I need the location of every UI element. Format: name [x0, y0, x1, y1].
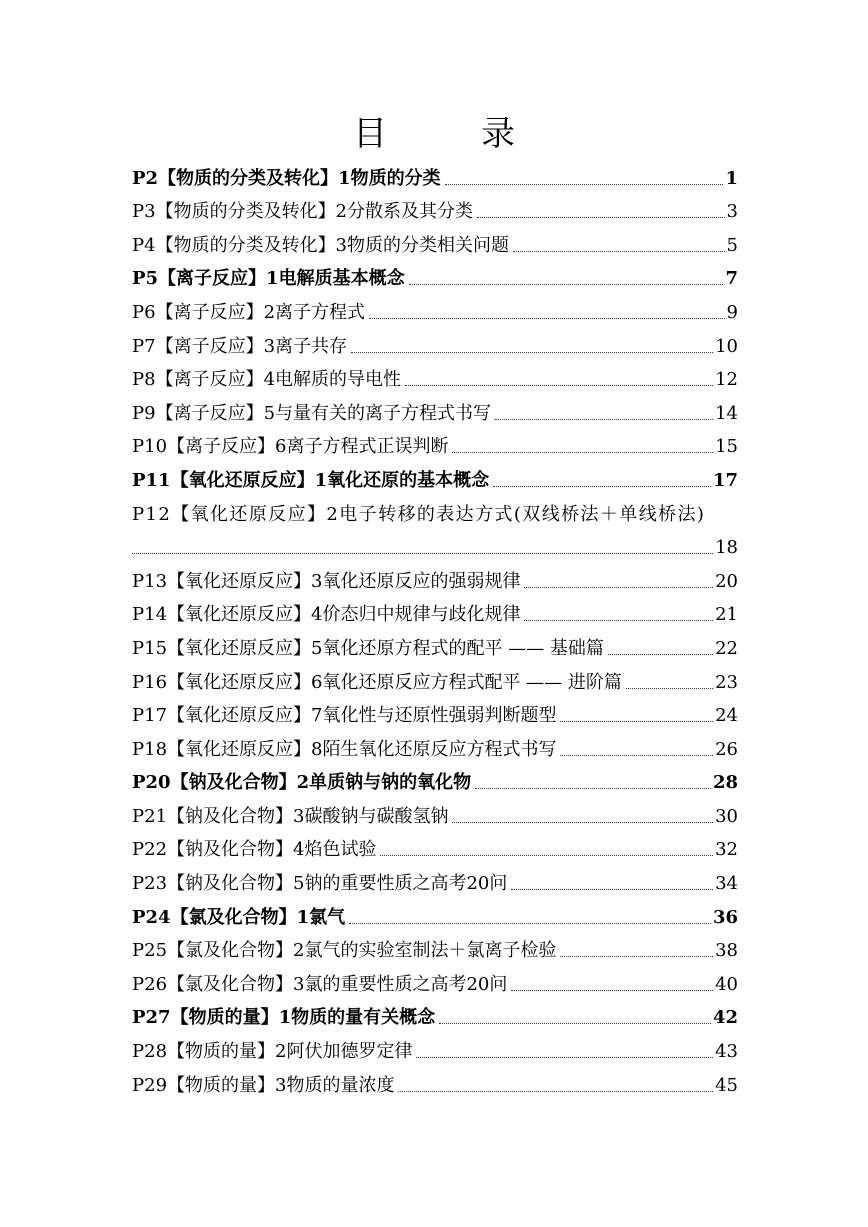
- toc-entry[interactable]: [132, 459, 738, 493]
- toc-entry[interactable]: [132, 930, 738, 964]
- dot-leader: [626, 687, 713, 689]
- toc-entry-page: 30: [715, 805, 738, 827]
- dot-leader: [493, 485, 711, 487]
- dot-leader: [524, 619, 713, 621]
- toc-entry[interactable]: [132, 862, 738, 896]
- dot-leader: [511, 888, 713, 890]
- toc-entry-text: P2【物质的分类及转化】1物质的分类: [132, 167, 441, 189]
- dot-leader: [513, 250, 725, 252]
- toc-entry[interactable]: [132, 695, 738, 729]
- toc-entry-page: 20: [715, 570, 738, 592]
- toc-entry-page: 10: [715, 335, 738, 357]
- toc-entry[interactable]: [132, 157, 738, 191]
- dot-leader: [380, 854, 713, 856]
- toc-entry-text: P4【物质的分类及转化】3物质的分类相关问题: [132, 234, 510, 256]
- toc-entry-page: 45: [715, 1074, 738, 1096]
- toc-entry-page: 15: [715, 436, 738, 458]
- toc-entry-page: 18: [715, 537, 738, 559]
- toc-entry[interactable]: [132, 594, 738, 628]
- dot-leader: [351, 351, 713, 353]
- toc-entry[interactable]: [132, 963, 738, 997]
- toc-entry-page: 38: [715, 940, 738, 962]
- toc-entry-page: 43: [715, 1041, 738, 1063]
- dot-leader: [524, 586, 713, 588]
- dot-leader: [495, 418, 713, 420]
- toc-entry-text: P28【物质的量】2阿伏加德罗定律: [132, 1041, 413, 1063]
- toc-entry-page: 9: [726, 301, 738, 323]
- toc-entry-text: P11【氧化还原反应】1氧化还原的基本概念: [132, 469, 490, 491]
- dot-leader: [405, 384, 713, 386]
- toc-entry[interactable]: [132, 191, 738, 225]
- toc-entry[interactable]: [132, 291, 738, 325]
- toc-entry[interactable]: [132, 325, 738, 359]
- toc-entry-page: 3: [726, 201, 738, 223]
- toc-entry-page: 32: [715, 839, 738, 861]
- toc-entry-text: P8【离子反应】4电解质的导电性: [132, 369, 402, 391]
- toc-entry-text: P24【氯及化合物】1氯气: [132, 906, 346, 928]
- toc-entry[interactable]: [132, 426, 738, 460]
- toc-entry[interactable]: [132, 359, 738, 393]
- toc-entry-page: 17: [712, 469, 738, 491]
- dot-leader: [560, 720, 713, 722]
- toc-entry-text: P15【氧化还原反应】5氧化还原方程式的配平 —— 基础篇: [132, 637, 604, 659]
- toc-entry-text: P13【氧化还原反应】3氧化还原反应的强弱规律: [132, 570, 521, 592]
- toc-entry-text: P22【钠及化合物】4焰色试验: [132, 839, 377, 861]
- toc-entry[interactable]: [132, 258, 738, 292]
- toc-entry-text: P16【氧化还原反应】6氧化还原反应方程式配平 —— 进阶篇: [132, 671, 622, 693]
- toc-entry-text: P26【氯及化合物】3氯的重要性质之高考20问: [132, 973, 508, 995]
- dot-leader: [398, 1090, 713, 1092]
- toc-entry-page: 14: [715, 402, 738, 424]
- toc-entry[interactable]: [132, 1064, 738, 1098]
- dot-leader: [369, 317, 725, 319]
- toc-entry-text: P9【离子反应】5与量有关的离子方程式书写: [132, 402, 492, 424]
- toc-entry[interactable]: [132, 896, 738, 930]
- toc-entry-page: 26: [715, 738, 738, 760]
- dot-leader: [560, 754, 713, 756]
- toc-entry-text: P14【氧化还原反应】4价态归中规律与歧化规律: [132, 604, 521, 626]
- toc-entry[interactable]: [132, 997, 738, 1031]
- dot-leader: [452, 451, 713, 453]
- toc-entry-page: 5: [726, 234, 738, 256]
- toc-entry-text: P23【钠及化合物】5钠的重要性质之高考20问: [132, 873, 508, 895]
- toc-entry[interactable]: [132, 560, 738, 594]
- toc-entry-page: 12: [715, 369, 738, 391]
- toc-entry-text: P29【物质的量】3物质的量浓度: [132, 1074, 395, 1096]
- dot-leader: [349, 922, 711, 924]
- toc-entry-text: P5【离子反应】1电解质基本概念: [132, 268, 405, 290]
- toc-entry-page: 28: [712, 772, 738, 794]
- toc-entry-page: 23: [715, 671, 738, 693]
- toc-entry[interactable]: [132, 829, 738, 863]
- toc-entry-text: P3【物质的分类及转化】2分散系及其分类: [132, 201, 474, 223]
- toc-entry-page: 21: [715, 604, 738, 626]
- toc-entry-page: 22: [715, 637, 738, 659]
- dot-leader: [477, 216, 725, 218]
- dot-leader: [409, 283, 724, 285]
- toc-entry[interactable]: [132, 661, 738, 695]
- toc-entry[interactable]: [132, 795, 738, 829]
- dot-leader: [475, 787, 711, 789]
- dot-leader: [132, 552, 713, 554]
- toc-entry[interactable]: [132, 762, 738, 796]
- toc-entry-text: P17【氧化还原反应】7氧化性与还原性强弱判断题型: [132, 705, 557, 727]
- table-of-contents: [132, 157, 738, 1098]
- toc-entry-text: P12【氧化还原反应】2电子转移的表达方式(双线桥法＋单线桥法): [132, 503, 706, 525]
- toc-entry-text: P7【离子反应】3离子共存: [132, 335, 348, 357]
- toc-entry[interactable]: [132, 392, 738, 426]
- dot-leader: [416, 1056, 713, 1058]
- toc-entry-page: 36: [712, 906, 738, 928]
- toc-entry-text: P25【氯及化合物】2氯气的实验室制法＋氯离子检验: [132, 940, 557, 962]
- toc-entry-page: 42: [712, 1007, 738, 1029]
- toc-entry[interactable]: [132, 627, 738, 661]
- page-title: 目 录: [353, 114, 545, 154]
- toc-entry-text: P10【离子反应】6离子方程式正误判断: [132, 436, 449, 458]
- toc-entry-text: P6【离子反应】2离子方程式: [132, 301, 366, 323]
- dot-leader: [452, 821, 713, 823]
- toc-entry-text: P21【钠及化合物】3碳酸钠与碳酸氢钠: [132, 805, 449, 827]
- toc-entry-continuation[interactable]: [132, 527, 738, 561]
- toc-entry[interactable]: [132, 728, 738, 762]
- toc-entry-page: 40: [715, 973, 738, 995]
- toc-entry[interactable]: [132, 224, 738, 258]
- toc-entry-page: 24: [715, 705, 738, 727]
- dot-leader: [445, 183, 724, 185]
- toc-entry-text: P27【物质的量】1物质的量有关概念: [132, 1007, 436, 1029]
- toc-entry-page: 1: [725, 167, 738, 189]
- toc-entry[interactable]: [132, 493, 738, 527]
- dot-leader: [511, 989, 713, 991]
- toc-entry-page: 34: [715, 873, 738, 895]
- dot-leader: [608, 653, 713, 655]
- dot-leader: [439, 1022, 711, 1024]
- toc-entry-page: 7: [725, 268, 738, 290]
- toc-entry-text: P20【钠及化合物】2单质钠与钠的氧化物: [132, 772, 472, 794]
- toc-entry[interactable]: [132, 1030, 738, 1064]
- dot-leader: [560, 955, 713, 957]
- toc-entry-text: P18【氧化还原反应】8陌生氧化还原反应方程式书写: [132, 738, 557, 760]
